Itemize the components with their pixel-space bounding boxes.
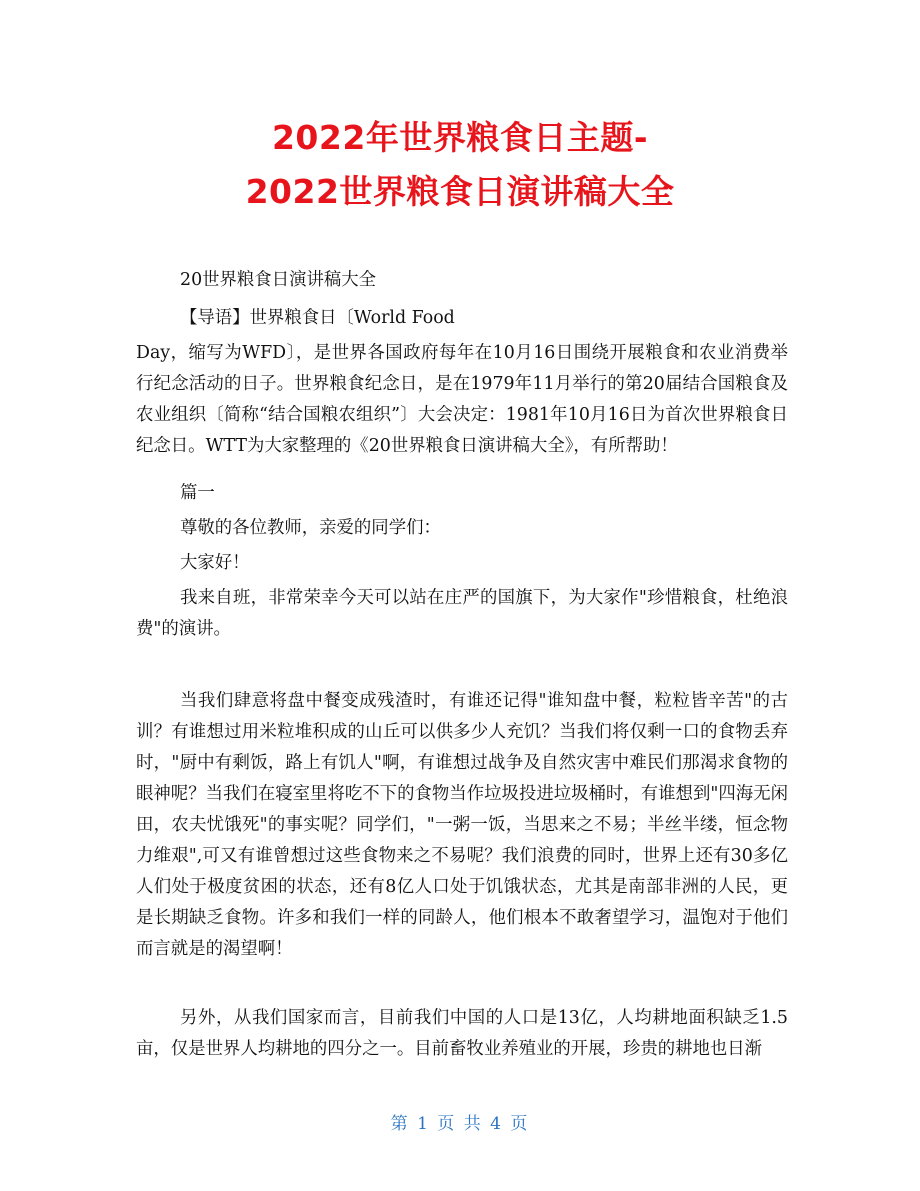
paragraph-heading: 20世界粮食日演讲稿大全 [180,270,377,290]
paragraph-intro-lead: 【导语】世界粮食日〔World Food [180,308,455,328]
document-title-line-2: 2022世界粮食日演讲稿大全 [245,172,675,211]
paragraph-opening: 我来自班，非常荣幸今天可以站在庄严的国旗下，为大家作"珍惜粮食，杜绝浪费"的演讲。 [136,588,788,639]
paragraph-body-2: 另外，从我们国家而言，目前我们中国的人口是13亿，人均耕地面积缺乏1.5亩，仅是世界人均耕地的四分之一。目前畜牧业养殖业的开展，珍贵的耕地也日渐 [136,1008,788,1059]
paragraph-body-1: 当我们肆意将盘中餐变成残渣时，有谁还记得"谁知盘中餐，粒粒皆辛苦"的古训？有谁想过用米粒堆积成的山丘可以供多少人充饥？当我们将仅剩一口的食物丢弃时，"厨中有剩饭，路上有饥人"啊，有谁想过战争及自然灾害中难民们那渴求食物的眼神呢？当我们在寝室里将吃不下的食物当作垃圾投进垃圾桶时，有谁想到"四海无闲田，农夫忧饿死"的事实呢？同学们，"一粥一饭，当思来之不易；半丝半缕，恒念物力维艰",可又有谁曾想过这些食物来之不易呢？我们浪费的同时，世界上还有30多亿人们处于极度贫困的状态，还有8亿人口处于饥饿状态，尤其是南部非洲的人民，更是长期缺乏食物。许多和我们一样的同龄人，他们根本不敢奢望学习，温饱对于他们而言就是的渴望啊！ [136,691,788,959]
paragraph-section-label: 篇一 [180,483,215,503]
paragraph-intro-body: Day，缩写为WFD〕，是世界各国政府每年在10月16日围绕开展粮食和农业消费举行纪念活动的日子。世界粮食纪念日，是在1979年11月举行的第20届结合国粮食及农业组织〔简称“结合国粮农组织”〕大会决定：1981年10月16日为首次世界粮食日纪念日。WTT为大家整理的《20世界粮食日演讲稿大全》，有所帮助！ [136,343,788,456]
paragraph-salutation: 尊敬的各位教师，亲爱的同学们： [180,518,441,538]
document-title-line-1: 2022年世界粮食日主题- [271,118,649,157]
page-number-footer: 第 1 页 共 4 页 [390,1114,530,1134]
paragraph-greeting: 大家好！ [180,553,250,573]
